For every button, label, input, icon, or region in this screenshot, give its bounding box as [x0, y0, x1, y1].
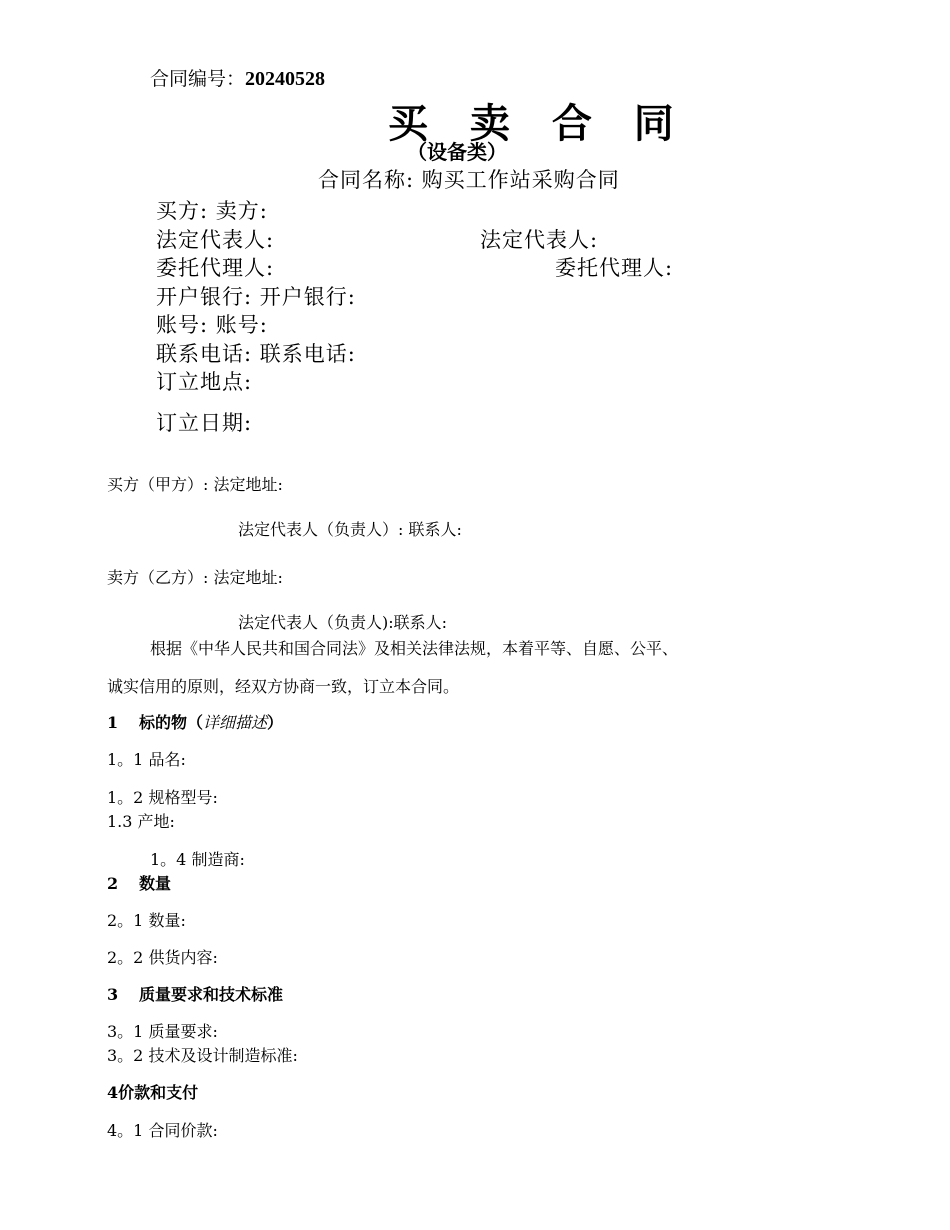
section-1-italic: 详细描述 — [203, 713, 268, 732]
legal-rep-right: 法定代表人: — [480, 228, 599, 252]
item-3-2: 3。2 技术及设计制造标准: — [107, 1046, 298, 1065]
contract-subtitle: （设备类） — [407, 140, 507, 164]
section-4-heading: 4价款和支付 — [107, 1083, 199, 1102]
buyer-party-line: 买方（甲方）: 法定地址: — [107, 475, 283, 494]
legal-rep-left: 法定代表人: — [156, 228, 275, 252]
section-3-number: 3 — [107, 985, 119, 1004]
account-line: 账号: 账号: — [156, 313, 268, 337]
contract-name: 合同名称: 购买工作站采购合同 — [318, 168, 620, 192]
intro-line-2: 诚实信用的原则，经双方协商一致，订立本合同。 — [107, 677, 460, 696]
intro-line-1: 根据《中华人民共和国合同法》及相关法律法规，本着平等、自愿、公平、 — [150, 639, 679, 658]
contract-number-label: 合同编号： — [150, 68, 246, 90]
section-2-title: 数量 — [139, 874, 172, 893]
seller-party-line: 卖方（乙方）: 法定地址: — [107, 568, 283, 587]
section-1-heading — [107, 710, 283, 733]
item-2-2: 2。2 供货内容: — [107, 948, 218, 967]
seller-rep-line: 法定代表人（负责人):联系人: — [238, 613, 448, 632]
date-line: 订立日期: — [156, 411, 253, 435]
contract-title: 买 卖 合 同 — [388, 100, 688, 147]
buyer-rep-line: 法定代表人（负责人）: 联系人: — [238, 520, 462, 539]
phone-line: 联系电话: 联系电话: — [156, 342, 356, 366]
place-line: 订立地点: — [156, 370, 253, 394]
buyer-seller-line: 买方: 卖方: — [156, 199, 268, 223]
agent-left: 委托代理人: — [156, 256, 275, 280]
section-1-close: ） — [267, 713, 284, 732]
section-3-heading — [107, 982, 283, 1005]
item-1-2: 1。2 规格型号: — [107, 788, 218, 807]
section-1-title: 标的物（ — [139, 713, 204, 732]
section-2-heading — [107, 871, 171, 894]
agent-right: 委托代理人: — [555, 256, 674, 280]
item-3-1: 3。1 质量要求: — [107, 1022, 218, 1041]
item-1-4: 1。4 制造商: — [150, 850, 245, 869]
contract-number — [150, 64, 325, 91]
item-1-1: 1。1 品名: — [107, 750, 186, 769]
section-2-number: 2 — [107, 874, 119, 893]
bank-line: 开户银行: 开户银行: — [156, 285, 356, 309]
item-2-1: 2。1 数量: — [107, 911, 186, 930]
item-1-3: 1.3 产地: — [107, 812, 175, 831]
section-1-number: 1 — [107, 713, 119, 732]
section-3-title: 质量要求和技术标准 — [139, 985, 284, 1004]
item-4-1: 4。1 合同价款: — [107, 1121, 218, 1140]
contract-number-value: 20240528 — [245, 68, 326, 90]
